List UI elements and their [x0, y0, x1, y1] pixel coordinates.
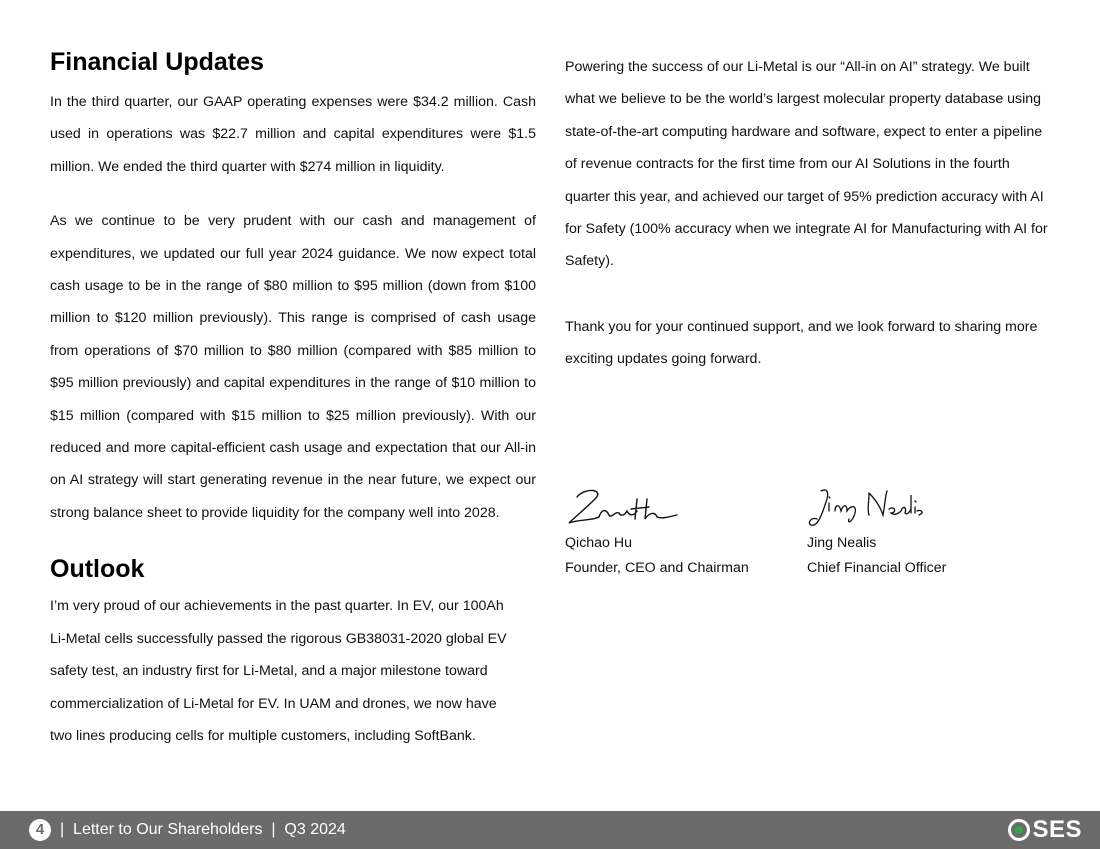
signature-jing-nealis [807, 485, 927, 531]
ses-logo [1008, 816, 1082, 844]
footer-title: | Letter to Our Shareholders | Q3 2024 [60, 821, 346, 838]
signature-block-ceo [565, 485, 749, 581]
right-column [565, 51, 1050, 376]
signatory-title: Founder, CEO and Chairman [565, 560, 749, 576]
outlook-heading: Outlook [50, 555, 145, 584]
financial-paragraph-1: In the third quarter, our GAAP operating expenses were $34.2 million. Cash used in operations was $22.7 million and capital expenditures were $1.5 million. We ended the third quarter with $274 million in liquidity. [50, 94, 536, 175]
signature-qichao-hu [565, 485, 685, 531]
page-number-badge: 4 [29, 819, 51, 841]
logo-text: SES [1032, 816, 1082, 843]
financial-updates-heading: Financial Updates [50, 48, 264, 76]
outlook-paragraph: I’m very proud of our achievements in the past quarter. In EV, our 100Ah Li-Metal cells successfully passed the rigorous GB38031-2020 global EV safety test, an industry first for Li-Metal, and a major milestone toward commercialization of Li-Metal for EV. In UAM and drones, we now have two lines producing cells for multiple customers, including SoftBank. [50, 598, 507, 744]
signature-block-cfo [807, 485, 946, 581]
logo-circle-icon [1008, 819, 1030, 841]
signatory-name: Jing Nealis [807, 535, 877, 551]
left-column [50, 46, 536, 752]
financial-paragraph-2: As we continue to be very prudent with our cash and management of expenditures, we updated our full year 2024 guidance. We now expect total cash usage to be in the range of $80 million to $95 million (down from $100 million to $120 million previously). This range is comprised of cash usage from operations of $70 million to $80 million (compared with $85 million to $95 million previously) and capital expenditures in the range of $10 million to $15 million (compared with $15 million to $25 million previously). With our reduced and more capital-efficient cash usage and expectation that our All-in on AI strategy will start generating revenue in the near future, we expect our strong balance sheet to provide liquidity for the company well into 2028. [50, 213, 536, 521]
signatory-title: Chief Financial Officer [807, 560, 947, 576]
page-footer [0, 811, 1100, 849]
closing-paragraph: Thank you for your continued support, and we look forward to sharing more exciting updates going forward. [565, 318, 1038, 368]
signatory-name: Qichao Hu [565, 535, 633, 551]
ai-strategy-paragraph: Powering the success of our Li-Metal is our “All-in on AI” strategy. We built what we believe to be the world’s largest molecular property database using state-of-the-art computing hardware and software, expect to enter a pipeline of revenue contracts for the first time from our AI Solutions in the fourth quarter this year, and achieved our target of 95% prediction accuracy with AI for Safety (100% accuracy when we integrate AI for Manufacturing with AI for Safety). [565, 59, 1048, 270]
